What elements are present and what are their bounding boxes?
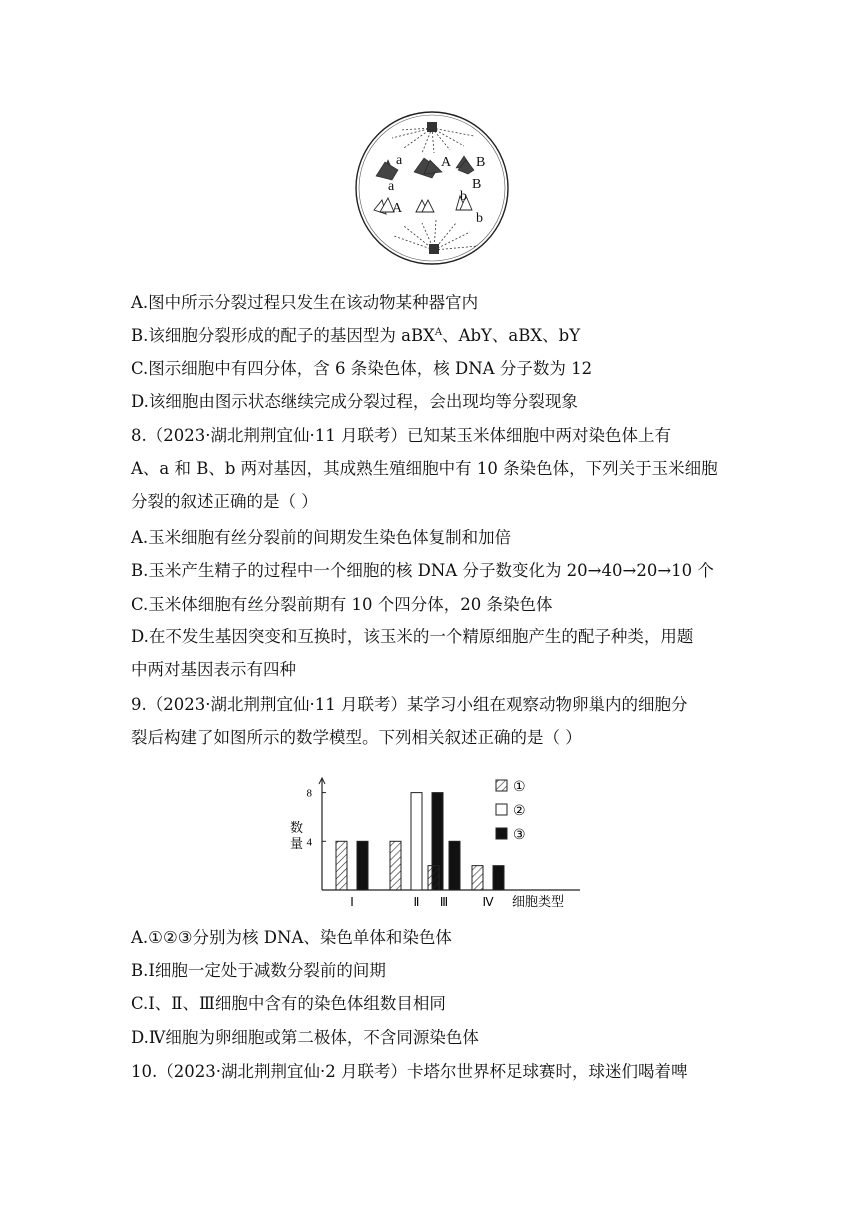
bar-chart	[280, 772, 600, 912]
bar-③-1	[357, 841, 368, 890]
bar-①-4	[472, 866, 483, 890]
q7-option-c: C.图示细胞中有四分体，含 6 条染色体，核 DNA 分子数为 12	[131, 359, 593, 378]
gene-label: B	[476, 155, 486, 170]
q8-option-c: C.玉米体细胞有丝分裂前期有 10 个四分体，20 条染色体	[131, 595, 553, 614]
bar-①-2	[390, 841, 401, 890]
upper-chromosomes	[376, 156, 474, 180]
gene-label: A	[392, 201, 403, 216]
y-tick-label: 8	[306, 787, 312, 800]
q8-option-d: D.在不发生基因突变和互换时，该玉米的一个精原细胞产生的配子种类，用题	[131, 627, 694, 646]
cell-division-figure	[352, 108, 512, 268]
q9-stem: 裂后构建了如图所示的数学模型。下列相关叙述正确的是（ ）	[131, 728, 582, 747]
x-axis-label: 细胞类型	[512, 895, 565, 910]
bar-①-1	[336, 841, 347, 890]
x-tick-label: Ⅳ	[482, 895, 494, 909]
x-tick-label: Ⅱ	[413, 895, 420, 909]
q8-stem: A、a 和 B、b 两对基因，其成熟生殖细胞中有 10 条染色体，下列关于玉米细胞	[131, 459, 718, 478]
q9-option-a: A.①②③分别为核 DNA、染色单体和染色体	[131, 928, 452, 947]
x-tick-label: Ⅰ	[350, 895, 354, 909]
q9-option-c: C.Ⅰ、Ⅱ、Ⅲ细胞中含有的染色体组数目相同	[131, 994, 446, 1013]
q10-stem: 10.（2023·湖北荆荆宜仙·2 月联考）卡塔尔世界杯足球赛时，球迷们喝着啤	[131, 1062, 688, 1081]
gene-label: a	[388, 179, 395, 194]
legend-swatch	[496, 804, 507, 815]
q9-option-d: D.Ⅳ细胞为卵细胞或第二极体，不含同源染色体	[131, 1028, 479, 1047]
legend-label: ③	[513, 827, 526, 843]
gene-label: A	[441, 155, 452, 170]
x-tick-label: Ⅲ	[439, 895, 449, 909]
q8-option-b: B.玉米产生精子的过程中一个细胞的核 DNA 分子数变化为 20→40→20→10 个	[131, 561, 714, 580]
y-axis-label-char: 数	[290, 821, 304, 836]
q9-option-b: B.Ⅰ细胞一定处于减数分裂前的间期	[131, 961, 386, 980]
q7-option-d: D.该细胞由图示状态继续完成分裂过程，会出现均等分裂现象	[131, 392, 578, 411]
bar-②-2	[411, 793, 422, 890]
q8-stem: 8.（2023·湖北荆荆宜仙·11 月联考）已知某玉米体细胞中两对染色体上有	[131, 426, 671, 445]
legend-label: ②	[513, 803, 526, 819]
q8-option-a: A.玉米细胞有丝分裂前的间期发生染色体复制和加倍	[131, 528, 512, 547]
y-axis-label-char: 量	[290, 837, 304, 852]
q9-stem: 9.（2023·湖北荆荆宜仙·11 月联考）某学习小组在观察动物卵巢内的细胞分	[131, 695, 688, 714]
legend-swatch	[496, 828, 507, 839]
q7-option-b: B.该细胞分裂形成的配子的基因型为 aBX$^A$、AbY、aBX、bY	[131, 326, 581, 345]
q8-option-d: 中两对基因表示有四种	[131, 660, 296, 679]
gene-label: b	[460, 189, 467, 204]
bar-③-3	[449, 841, 460, 890]
q8-stem: 分裂的叙述正确的是（ ）	[131, 492, 318, 511]
legend-swatch	[496, 780, 507, 791]
legend-label: ①	[513, 779, 526, 795]
y-tick-label: 4	[306, 836, 312, 849]
q7-option-a: A.图中所示分裂过程只发生在该动物某种器官内	[131, 293, 479, 312]
bar-①-3	[428, 866, 439, 890]
lower-chromosomes	[374, 196, 472, 214]
bar-③-4	[493, 866, 504, 890]
gene-label: b	[476, 211, 483, 226]
gene-label: B	[472, 177, 482, 192]
gene-label: a	[396, 153, 403, 168]
